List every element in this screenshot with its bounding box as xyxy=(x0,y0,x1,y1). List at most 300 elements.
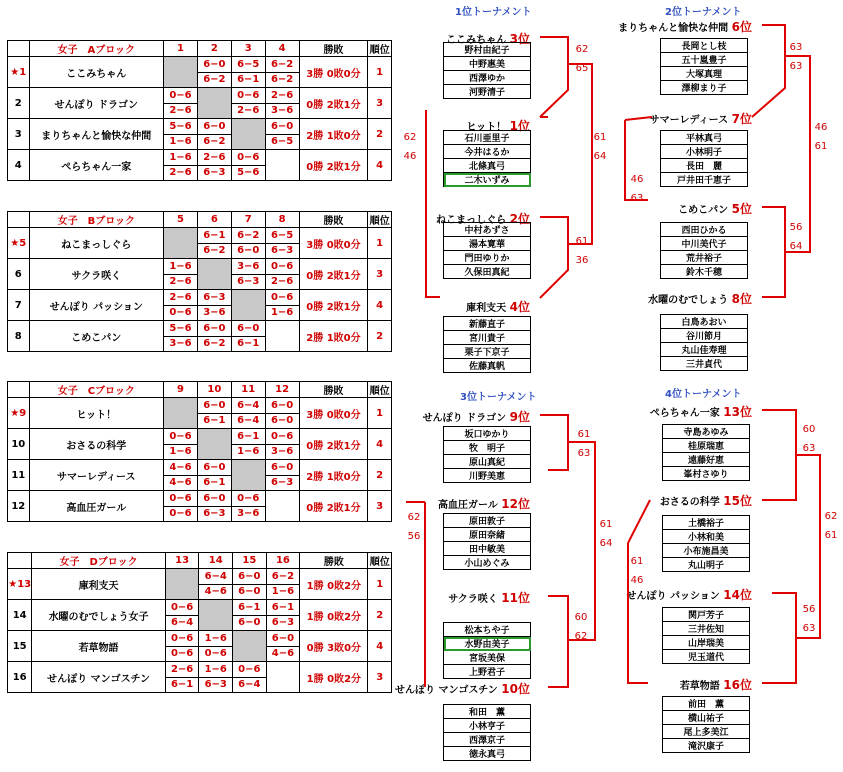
set-score: 1−6 xyxy=(164,444,197,459)
player-name: 小布施昌美 xyxy=(663,544,750,558)
score-value: 63 xyxy=(789,61,803,72)
player-name: 前田 薫 xyxy=(663,697,750,711)
team-number: 6 xyxy=(8,259,30,290)
player-name: 土橋裕子 xyxy=(663,516,750,530)
team-name: まりちゃんと愉快な仲間 xyxy=(29,119,164,150)
winloss-header: 勝敗 xyxy=(299,212,368,228)
set-score: 6−1 xyxy=(203,229,226,241)
team-name: 水曜のむでしょう女子 xyxy=(32,600,165,631)
set-score: 3−6 xyxy=(266,444,299,459)
team-number: 8 xyxy=(8,321,30,352)
score-value: 62 xyxy=(407,512,421,523)
record: 2勝 1敗0分 xyxy=(299,119,368,150)
set-score: 6−2 xyxy=(198,243,231,258)
col-header: 14 xyxy=(199,553,233,569)
set-score: 0−6 xyxy=(270,430,294,442)
set-score: 6−1 xyxy=(232,72,265,87)
bracket-line xyxy=(785,56,810,252)
player-name: 谷川節月 xyxy=(661,329,748,343)
record: 3勝 0敗0分 xyxy=(299,398,368,429)
player-name: 小林和美 xyxy=(663,530,750,544)
bracket-line xyxy=(540,37,568,117)
score-value: 56 xyxy=(407,531,421,542)
set-score: 2−6 xyxy=(164,103,197,118)
score-value: 61 xyxy=(599,519,613,530)
col-header: 5 xyxy=(164,212,198,228)
player-name: 田中敏美 xyxy=(444,542,531,556)
set-score: 0−6 xyxy=(270,291,294,303)
placement: 12位 xyxy=(501,497,530,511)
player-name: 長田 麗 xyxy=(661,159,748,173)
set-score: 2−6 xyxy=(266,274,299,289)
player-name: 鈴木千穂 xyxy=(661,265,748,279)
block-title: 女子 Aブロック xyxy=(29,41,164,57)
score-value: 56 xyxy=(789,222,803,233)
player-name: 小山めぐみ xyxy=(444,556,531,570)
set-score: 6−0 xyxy=(203,492,226,504)
set-score: 1−6 xyxy=(267,584,300,599)
star-icon: ★ xyxy=(10,237,20,249)
rank: 2 xyxy=(368,460,392,491)
set-score: 6−2 xyxy=(237,229,260,241)
player-name: 和田 薫 xyxy=(444,705,531,719)
set-score: 6−4 xyxy=(237,399,260,411)
placement: 4位 xyxy=(509,300,530,314)
team-name: 庫利支天 xyxy=(466,303,507,314)
star-icon: ★ xyxy=(8,578,18,590)
set-score: 0−6 xyxy=(199,646,232,661)
set-score: 6−2 xyxy=(198,134,231,149)
bracket-line xyxy=(625,120,648,200)
player-name: 徳永真弓 xyxy=(444,747,531,761)
player-name: 白鳥あおい xyxy=(661,315,748,329)
set-score: 6−2 xyxy=(271,570,295,582)
record: 3勝 0敗0分 xyxy=(299,57,368,88)
set-score: 6−0 xyxy=(203,461,226,473)
team-number: 14 xyxy=(8,600,32,631)
player-name: 佐藤真帆 xyxy=(444,359,531,373)
set-score: 6−3 xyxy=(203,291,226,303)
player-name: 山岸瑞美 xyxy=(663,636,750,650)
col-header: 10 xyxy=(197,382,231,398)
rank: 4 xyxy=(368,631,392,662)
col-header: 3 xyxy=(231,41,265,57)
player-name: 宮坂美保 xyxy=(444,651,531,665)
set-score: 0−6 xyxy=(164,305,197,320)
star-icon: ★ xyxy=(10,407,20,419)
set-score: 0−6 xyxy=(237,89,260,101)
player-name: 久保田真紀 xyxy=(444,265,531,279)
player-name: 三井佐知 xyxy=(663,622,750,636)
score-value: 61 xyxy=(577,429,591,440)
player-name: 横山祐子 xyxy=(663,711,750,725)
team-number: 16 xyxy=(8,662,32,693)
winloss-header: 勝敗 xyxy=(300,553,368,569)
set-score: 2−6 xyxy=(170,663,194,675)
placement: 13位 xyxy=(723,405,752,419)
player-name: 荒井裕子 xyxy=(661,251,748,265)
score-value: 46 xyxy=(814,122,828,133)
record: 0勝 3敗0分 xyxy=(300,631,368,662)
team-name: せんぽり マンゴスチン xyxy=(32,662,165,693)
placement: 5位 xyxy=(731,202,752,216)
set-score: 6−0 xyxy=(203,399,226,411)
set-score: 2−6 xyxy=(203,151,226,163)
set-score: 0−6 xyxy=(270,260,294,272)
set-score: 6−4 xyxy=(204,570,227,582)
record: 1勝 0敗2分 xyxy=(300,600,368,631)
team-number: ★13 xyxy=(8,569,32,600)
set-score: 2−6 xyxy=(164,274,197,289)
player-name: 今井はるか xyxy=(444,145,531,159)
score-value: 65 xyxy=(575,63,589,74)
col-header: 15 xyxy=(233,553,267,569)
set-score: 1−6 xyxy=(164,134,197,149)
team-number: ★9 xyxy=(8,398,30,429)
score-value: 63 xyxy=(802,623,816,634)
record: 3勝 0敗0分 xyxy=(299,228,368,259)
col-header: 4 xyxy=(265,41,299,57)
set-score: 3−6 xyxy=(164,336,197,351)
set-score: 3−6 xyxy=(266,103,299,118)
team-name: こめこパン xyxy=(29,321,164,352)
rank: 2 xyxy=(368,119,392,150)
score-value: 56 xyxy=(802,604,816,615)
rank: 1 xyxy=(368,228,392,259)
rank-header: 順位 xyxy=(368,553,392,569)
team-name: 水曜のむでしょう xyxy=(648,295,729,306)
player-name: 西澤京子 xyxy=(444,733,531,747)
team-name: サクラ咲く xyxy=(29,259,164,290)
score-value: 63 xyxy=(577,448,591,459)
set-score: 4−6 xyxy=(199,584,232,599)
placement: 10位 xyxy=(501,682,530,696)
set-score: 3−6 xyxy=(232,506,265,521)
bracket-line xyxy=(762,593,796,683)
team-name: ねこまっしぐら xyxy=(436,215,507,226)
team-name: ぺらちゃん一家 xyxy=(29,150,164,181)
set-score: 4−6 xyxy=(164,475,197,490)
team-name: ぺらちゃん一家 xyxy=(649,408,720,419)
set-score: 0−6 xyxy=(170,632,194,644)
team-name: 若草物語 xyxy=(679,681,720,692)
team-number: 3 xyxy=(8,119,30,150)
bracket-line xyxy=(540,217,568,298)
set-score: 6−1 xyxy=(237,430,260,442)
player-name: 原田敦子 xyxy=(444,514,531,528)
record: 2勝 1敗0分 xyxy=(299,321,368,352)
set-score: 6−2 xyxy=(266,72,299,87)
tournament-title: 4位トーナメント xyxy=(665,389,742,400)
winloss-header: 勝敗 xyxy=(299,382,368,398)
bracket-line xyxy=(762,410,796,500)
tournament-title: 1位トーナメント xyxy=(455,7,532,18)
record: 0勝 2敗1分 xyxy=(299,491,368,522)
bracket-line xyxy=(568,64,592,244)
rank: 4 xyxy=(368,429,392,460)
rank: 1 xyxy=(368,57,392,88)
player-name: 平林真弓 xyxy=(661,131,748,145)
col-header: 9 xyxy=(164,382,198,398)
player-name: 野村由紀子 xyxy=(444,43,531,57)
block-title: 女子 Cブロック xyxy=(29,382,164,398)
col-header: 12 xyxy=(265,382,299,398)
col-header: 16 xyxy=(266,553,300,569)
bracket-line xyxy=(548,596,568,687)
player-name: 北條真弓 xyxy=(444,159,531,173)
player-name: 川野美恵 xyxy=(444,469,531,483)
player-name: 澤柳まり子 xyxy=(661,81,748,95)
player-name: 五十嵐豊子 xyxy=(661,53,748,67)
score-value: 46 xyxy=(630,174,644,185)
record: 2勝 1敗0分 xyxy=(299,460,368,491)
set-score: 6−1 xyxy=(166,677,199,692)
team-name: せんぽり パッション xyxy=(626,591,720,602)
record: 0勝 2敗1分 xyxy=(299,88,368,119)
team-name: おさるの科学 xyxy=(659,497,720,508)
bracket-line xyxy=(540,415,568,470)
player-name: 西田ひかる xyxy=(661,223,748,237)
player-name: 戸井田千恵子 xyxy=(661,173,748,187)
set-score: 6−3 xyxy=(266,243,299,258)
player-name: 上野君子 xyxy=(444,665,531,679)
team-name: ここみちゃん xyxy=(446,35,507,46)
player-name: 中野惠美 xyxy=(444,57,531,71)
team-name: こめこパン xyxy=(678,205,729,216)
player-name: 峯村さゆり xyxy=(663,467,750,481)
team-number: 15 xyxy=(8,631,32,662)
bracket-line xyxy=(628,500,650,543)
team-number: ★5 xyxy=(8,228,30,259)
rank: 3 xyxy=(368,88,392,119)
bracket-line xyxy=(625,117,652,120)
score-value: 61 xyxy=(593,132,607,143)
set-score: 6−1 xyxy=(238,601,261,613)
score-value: 64 xyxy=(593,151,607,162)
placement: 1位 xyxy=(509,119,530,133)
team-name: おさるの科学 xyxy=(29,429,164,460)
score-value: 61 xyxy=(630,556,644,567)
set-score: 0−6 xyxy=(164,506,197,521)
team-number: 11 xyxy=(8,460,30,491)
set-score: 5−6 xyxy=(169,120,192,132)
set-score: 6−0 xyxy=(203,120,226,132)
tournament-title: 3位トーナメント xyxy=(460,392,537,403)
team-name: 高血圧ガール xyxy=(29,491,164,522)
set-score: 0−6 xyxy=(169,89,192,101)
set-score: 6−4 xyxy=(232,413,265,428)
player-name: 坂口ゆかり xyxy=(444,427,531,441)
player-name: 栗子下京子 xyxy=(444,345,531,359)
set-score: 6−2 xyxy=(198,336,231,351)
record: 0勝 2敗1分 xyxy=(299,290,368,321)
team-name: 高血圧ガール xyxy=(438,500,498,511)
set-score: 0−6 xyxy=(169,430,192,442)
record: 0勝 2敗1分 xyxy=(299,429,368,460)
set-score: 1−6 xyxy=(169,151,192,163)
team-name: ねこまっしぐら xyxy=(29,228,164,259)
player-name: 遠藤好恵 xyxy=(663,453,750,467)
score-value: 62 xyxy=(824,511,838,522)
set-score: 2−6 xyxy=(164,165,197,180)
set-score: 0−6 xyxy=(238,663,261,675)
score-value: 60 xyxy=(802,424,816,435)
set-score: 6−5 xyxy=(270,229,294,241)
score-value: 63 xyxy=(630,193,644,204)
placement: 11位 xyxy=(501,591,530,605)
player-name: 桂原瑞恵 xyxy=(663,439,750,453)
rank-header: 順位 xyxy=(368,382,392,398)
player-name: 原田奈緒 xyxy=(444,528,531,542)
col-header: 8 xyxy=(265,212,299,228)
player-name: 小林亨子 xyxy=(444,719,531,733)
player-name: 寺島あゆみ xyxy=(663,425,750,439)
set-score: 6−2 xyxy=(198,72,231,87)
set-score: 6−0 xyxy=(238,570,261,582)
score-value: 62 xyxy=(574,631,588,642)
player-name: 中村あずさ xyxy=(444,223,531,237)
score-value: 62 xyxy=(403,132,417,143)
set-score: 1−6 xyxy=(232,444,265,459)
set-score: 6−2 xyxy=(270,58,294,70)
bracket-line xyxy=(628,543,648,683)
set-score: 1−6 xyxy=(204,663,227,675)
player-name: 尾上多美江 xyxy=(663,725,750,739)
set-score: 6−4 xyxy=(233,677,266,692)
score-value: 61 xyxy=(575,236,589,247)
rank-header: 順位 xyxy=(368,212,392,228)
set-score: 6−0 xyxy=(233,584,266,599)
team-name: サマーレディース xyxy=(29,460,164,491)
placement: 6位 xyxy=(731,20,752,34)
set-score: 6−1 xyxy=(232,336,265,351)
team-number: 4 xyxy=(8,150,30,181)
team-name: せんぽり パッション xyxy=(29,290,164,321)
col-header: 2 xyxy=(197,41,231,57)
team-name: ここみちゃん xyxy=(29,57,164,88)
player-name: 新藤直子 xyxy=(444,317,531,331)
rank: 2 xyxy=(368,600,392,631)
set-score: 6−5 xyxy=(237,58,260,70)
set-score: 6−3 xyxy=(267,615,300,630)
bracket-line xyxy=(568,442,595,640)
score-value: 61 xyxy=(814,141,828,152)
player-name: 松本ちや子 xyxy=(444,623,531,637)
set-score: 2−6 xyxy=(169,291,192,303)
set-score: 6−0 xyxy=(270,120,294,132)
set-score: 2−6 xyxy=(232,103,265,118)
player-name: 河野清子 xyxy=(444,85,531,99)
set-score: 1−6 xyxy=(204,632,227,644)
set-score: 6−0 xyxy=(271,632,295,644)
team-name: ヒット！ xyxy=(466,122,507,133)
placement: 16位 xyxy=(723,678,752,692)
player-name: 関戸芳子 xyxy=(663,608,750,622)
placement: 8位 xyxy=(731,292,752,306)
rank: 3 xyxy=(368,491,392,522)
player-name: 石川亜里子 xyxy=(444,131,531,145)
set-score: 5−6 xyxy=(169,322,192,334)
player-name: 小林明子 xyxy=(661,145,748,159)
winloss-header: 勝敗 xyxy=(299,41,368,57)
col-header: 1 xyxy=(164,41,198,57)
bracket-line xyxy=(796,455,820,638)
set-score: 6−0 xyxy=(270,461,294,473)
record: 1勝 0敗2分 xyxy=(300,569,368,600)
score-value: 64 xyxy=(599,538,613,549)
col-header: 11 xyxy=(231,382,265,398)
set-score: 3−6 xyxy=(198,305,231,320)
set-score: 0−6 xyxy=(237,492,260,504)
rank: 4 xyxy=(368,150,392,181)
col-header: 6 xyxy=(197,212,231,228)
player-name: 水野由美子 xyxy=(444,637,531,651)
set-score: 1−6 xyxy=(266,305,299,320)
placement: 15位 xyxy=(723,494,752,508)
score-value: 63 xyxy=(789,42,803,53)
set-score: 6−0 xyxy=(233,615,266,630)
set-score: 0−6 xyxy=(166,646,199,661)
star-icon: ★ xyxy=(10,66,20,78)
set-score: 6−1 xyxy=(198,475,231,490)
set-score: 4−6 xyxy=(267,646,300,661)
team-name: せんぽり ドラゴン xyxy=(29,88,164,119)
score-value: 63 xyxy=(802,443,816,454)
set-score: 1−6 xyxy=(169,260,192,272)
col-header: 7 xyxy=(231,212,265,228)
record: 0勝 2敗1分 xyxy=(299,259,368,290)
player-name: 湯本寛華 xyxy=(444,237,531,251)
set-score: 3−6 xyxy=(237,260,260,272)
team-number: 2 xyxy=(8,88,30,119)
player-name: 牧 明子 xyxy=(444,441,531,455)
score-value: 46 xyxy=(630,575,644,586)
player-name: 大塚真理 xyxy=(661,67,748,81)
score-value: 64 xyxy=(789,241,803,252)
rank: 2 xyxy=(368,321,392,352)
player-name: 宮川貴子 xyxy=(444,331,531,345)
record: 1勝 0敗2分 xyxy=(300,662,368,693)
set-score: 5−6 xyxy=(232,165,265,180)
team-name: 庫利支天 xyxy=(32,569,165,600)
set-score: 6−3 xyxy=(232,274,265,289)
player-name: 中川美代子 xyxy=(661,237,748,251)
block-title: 女子 Dブロック xyxy=(32,553,165,569)
bracket-line xyxy=(426,110,440,297)
set-score: 0−6 xyxy=(169,492,192,504)
player-name: 児玉道代 xyxy=(663,650,750,664)
set-score: 6−0 xyxy=(232,243,265,258)
placement: 7位 xyxy=(731,112,752,126)
team-name: せんぽり ドラゴン xyxy=(422,413,507,424)
block-title: 女子 Bブロック xyxy=(29,212,164,228)
score-value: 36 xyxy=(575,255,589,266)
team-number: 10 xyxy=(8,429,30,460)
player-name: 西澤ゆか xyxy=(444,71,531,85)
set-score: 6−1 xyxy=(271,601,295,613)
score-value: 62 xyxy=(575,44,589,55)
placement: 2位 xyxy=(509,212,530,226)
team-name: 若草物語 xyxy=(32,631,165,662)
rank: 4 xyxy=(368,290,392,321)
set-score: 0−6 xyxy=(170,601,194,613)
set-score: 6−3 xyxy=(198,506,231,521)
score-value: 61 xyxy=(824,530,838,541)
team-name: せんぽり マンゴスチン xyxy=(395,685,498,696)
bracket-line xyxy=(752,25,785,117)
set-score: 6−0 xyxy=(203,58,226,70)
set-score: 6−0 xyxy=(203,322,226,334)
